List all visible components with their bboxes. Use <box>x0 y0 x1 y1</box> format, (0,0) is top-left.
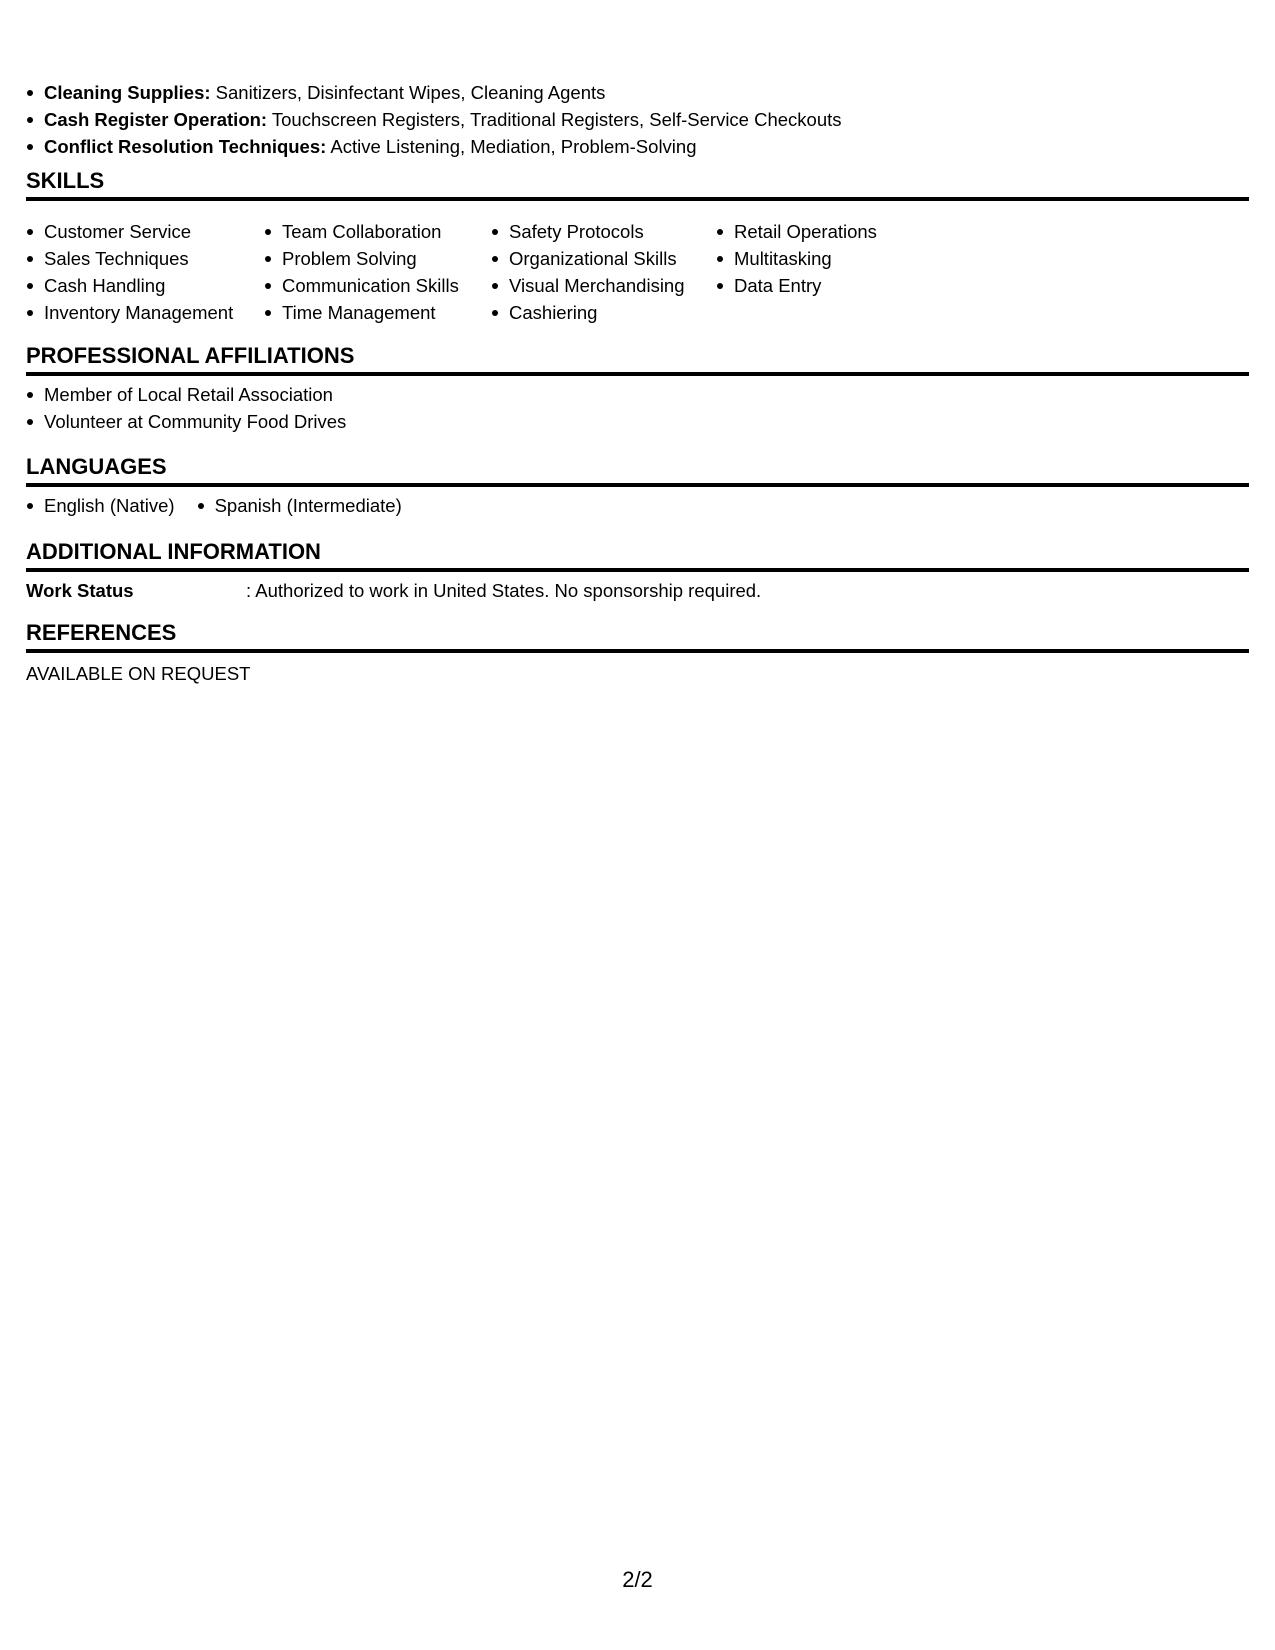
list-item: Cashiering <box>491 299 696 326</box>
affiliations-heading: PROFESSIONAL AFFILIATIONS <box>26 343 355 368</box>
skills-heading: SKILLS <box>26 168 105 193</box>
list-item <box>26 133 842 160</box>
list-item <box>26 106 842 133</box>
work-status-row <box>26 577 761 604</box>
tool-label: Cash Register Operation: <box>44 109 268 130</box>
list-item: Member of Local Retail Association <box>26 381 346 408</box>
skills-column <box>26 218 244 326</box>
resume-page <box>26 0 1249 1650</box>
tool-label: Cleaning Supplies: <box>44 82 211 103</box>
page-number: 2/2 <box>622 1567 653 1592</box>
list-item: Problem Solving <box>264 245 471 272</box>
work-status-label: Work Status <box>26 580 134 601</box>
list-item: Data Entry <box>716 272 896 299</box>
list-item: Organizational Skills <box>491 245 696 272</box>
list-item: Volunteer at Community Food Drives <box>26 408 346 435</box>
tool-value: Touchscreen Registers, Traditional Registers, Self-Service Checkouts <box>267 109 842 130</box>
section-divider <box>26 372 1249 376</box>
tools-list <box>26 79 842 160</box>
list-item: Visual Merchandising <box>491 272 696 299</box>
references-heading: REFERENCES <box>26 620 177 645</box>
references-text: AVAILABLE ON REQUEST <box>26 663 251 684</box>
list-item: Retail Operations <box>716 218 896 245</box>
tool-value: Sanitizers, Disinfectant Wipes, Cleaning Agents <box>210 82 606 103</box>
list-item: Safety Protocols <box>491 218 696 245</box>
list-item: Team Collaboration <box>264 218 471 245</box>
list-item: Cash Handling <box>26 272 244 299</box>
list-item: Multitasking <box>716 245 896 272</box>
work-status-value: : Authorized to work in United States. No sponsorship required. <box>246 580 762 601</box>
languages-heading: LANGUAGES <box>26 454 167 479</box>
list-item: Communication Skills <box>264 272 471 299</box>
list-item: English (Native) <box>26 492 175 519</box>
list-item: Customer Service <box>26 218 244 245</box>
section-divider <box>26 568 1249 572</box>
section-divider <box>26 649 1249 653</box>
tool-label: Conflict Resolution Techniques: <box>44 136 327 157</box>
list-item: Spanish (Intermediate) <box>197 492 402 519</box>
languages-list <box>26 492 424 519</box>
affiliations-list <box>26 381 346 435</box>
list-item: Sales Techniques <box>26 245 244 272</box>
list-item: Time Management <box>264 299 471 326</box>
list-item: Inventory Management <box>26 299 244 326</box>
tool-value: Active Listening, Mediation, Problem-Solving <box>326 136 697 157</box>
skills-column <box>264 218 471 326</box>
section-divider <box>26 197 1249 201</box>
list-item <box>26 79 842 106</box>
skills-grid <box>26 218 916 326</box>
skills-column <box>491 218 696 326</box>
additional-info-heading: ADDITIONAL INFORMATION <box>26 539 321 564</box>
skills-column <box>716 218 896 326</box>
section-divider <box>26 483 1249 487</box>
